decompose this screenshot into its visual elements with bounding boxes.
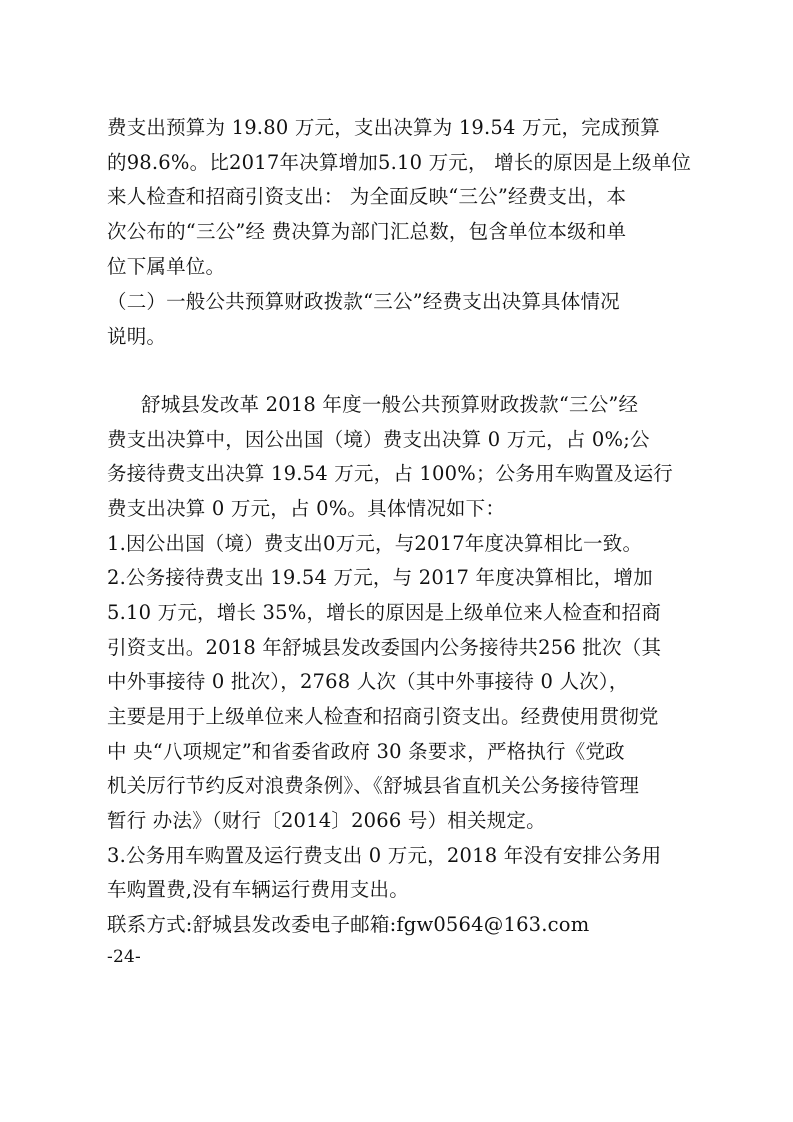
body-line-10: 务接待费支出决算 19.54 万元，占 100%；公务用车购置及运行 (107, 462, 673, 485)
section-heading: （二）一般公共预算财政拨款“三公”经费支出决算具体情况 (107, 290, 620, 313)
body-line-1: 费支出预算为 19.80 万元，支出决算为 19.54 万元，完成预算 (107, 116, 660, 139)
body-line-5: 位下属单位。 (107, 255, 226, 278)
body-line-9: 费支出决算中，因公出国（境）费支出决算 0 万元，占 0%;公 (107, 428, 650, 451)
body-line-11: 费支出决算 0 万元，占 0%。具体情况如下： (107, 497, 506, 520)
contact-line: 联系方式:舒城县发改委电子邮箱:fgw0564@163.com (107, 913, 590, 936)
item-2-line-8: 暂行 办法》（财行〔2014〕2066 号）相关规定。 (107, 809, 546, 832)
item-2-line-6: 中 央“八项规定”和省委省政府 30 条要求，严格执行《党政 (107, 740, 625, 763)
page-number: -24- (107, 947, 141, 967)
item-2-line-3: 引资支出。2018 年舒城县发改委国内公务接待共256 批次（其 (107, 636, 662, 659)
body-line-3: 来人检查和招商引资支出： 为全面反映“三公”经费支出，本 (107, 185, 627, 208)
item-2-line-5: 主要是用于上级单位来人检查和招商引资支出。经费使用贯彻党 (107, 705, 659, 728)
section-heading-cont: 说明。 (107, 325, 167, 348)
item-2-line-7: 机关厉行节约反对浪费条例》、《舒城县省直机关公务接待管理 (107, 774, 640, 797)
item-2: 2.公务接待费支出 19.54 万元，与 2017 年度决算相比，增加 (107, 566, 653, 589)
item-2-line-4: 中外事接待 0 批次），2768 人次（其中外事接待 0 人次）， (107, 670, 629, 693)
body-line-2: 的98.6%。比2017年决算增加5.10 万元， 增长的原因是上级单位 (107, 151, 692, 174)
body-line-4: 次公布的“三公”经 费决算为部门汇总数，包含单位本级和单 (107, 220, 627, 243)
item-3: 3.公务用车购置及运行费支出 0 万元，2018 年没有安排公务用 (107, 844, 662, 867)
item-1: 1.因公出国（境）费支出0万元，与2017年度决算相比一致。 (107, 532, 643, 555)
item-3-line-2: 车购置费,没有车辆运行费用支出。 (107, 878, 409, 901)
item-2-line-2: 5.10 万元，增长 35%，增长的原因是上级单位来人检查和招商 (107, 601, 662, 624)
body-line-8: 舒城县发改革 2018 年度一般公共预算财政拨款“三公”经 (141, 393, 639, 416)
